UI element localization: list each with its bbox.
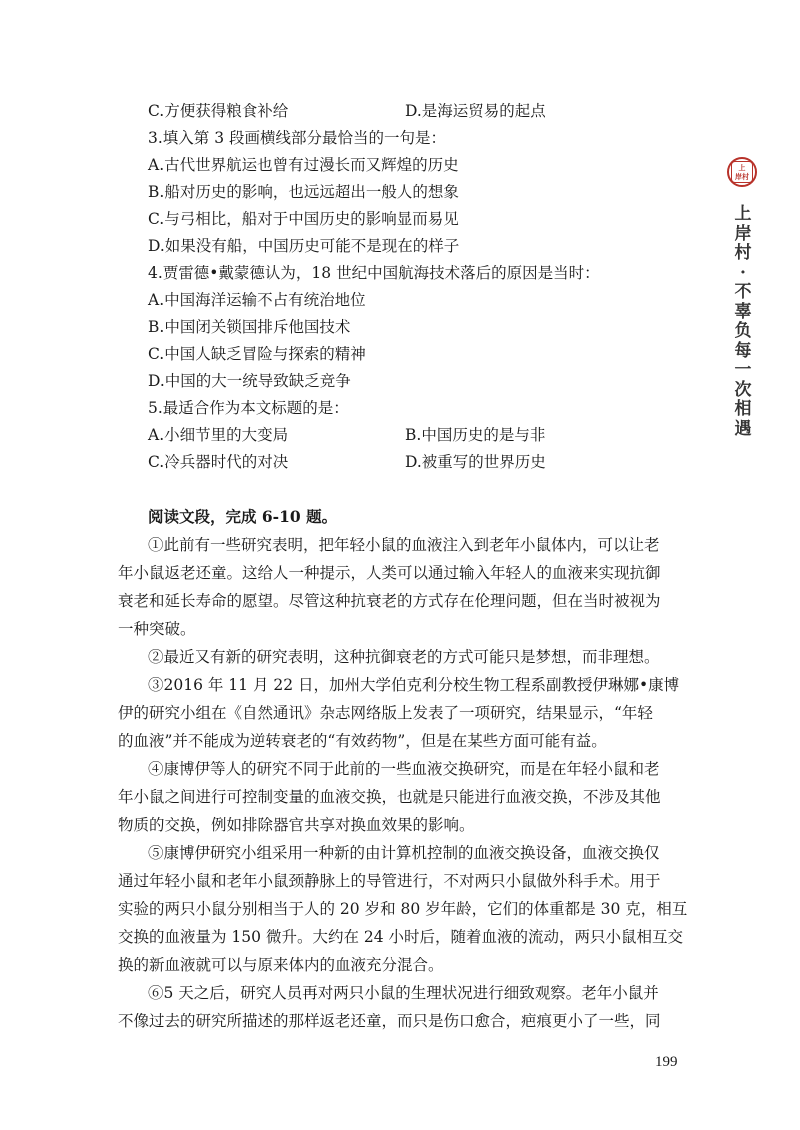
text-line: C.与弓相比，船对于中国历史的影响显而易见 bbox=[148, 210, 459, 228]
text-line: A.古代世界航运也曾有过漫长而又辉煌的历史 bbox=[148, 156, 459, 174]
brand-logo-text: 上 岸村 bbox=[731, 161, 753, 183]
text-line: D.如果没有船，中国历史可能不是现在的样子 bbox=[148, 237, 460, 255]
text-line: 换的新血液就可以与原来体内的血液充分混合。 bbox=[118, 956, 444, 974]
text-line: 实验的两只小鼠分别相当于人的 20 岁和 80 岁年龄，它们的体重都是 30 克，相互 bbox=[118, 900, 688, 918]
text-line: 的血液”并不能成为逆转衰老的“有效药物”，但是在某些方面可能有益。 bbox=[118, 732, 607, 750]
text-line: 4.贾雷德•戴蒙德认为，18 世纪中国航海技术落后的原因是当时： bbox=[148, 264, 600, 282]
text-line: 一种突破。 bbox=[118, 620, 196, 638]
side-slogan: 上岸村·不辜负每一次相遇 bbox=[734, 204, 752, 439]
text-line: ⑤康博伊研究小组采用一种新的由计算机控制的血液交换设备，血液交换仅 bbox=[148, 844, 660, 862]
text-line: 3.填入第 3 段画横线部分最恰当的一句是： bbox=[148, 129, 447, 147]
text-line: ④康博伊等人的研究不同于此前的一些血液交换研究，而是在年轻小鼠和老 bbox=[148, 760, 660, 778]
text-line: 不像过去的研究所描述的那样返老还童，而只是伤口愈合，疤痕更小了一些，同 bbox=[118, 1012, 661, 1030]
text-line: 年小鼠返老还童。这给人一种提示，人类可以通过输入年轻人的血液来实现抗御 bbox=[118, 564, 661, 582]
text-line: 5.最适合作为本文标题的是： bbox=[148, 399, 349, 417]
section-heading: 阅读文段，完成 6-10 题。 bbox=[148, 507, 338, 526]
text-line: 伊的研究小组在《自然通讯》杂志网络版上发表了一项研究，结果显示，“年轻 bbox=[118, 704, 653, 722]
text-line: D.中国的大一统导致缺乏竞争 bbox=[148, 372, 351, 390]
text-line: A.中国海洋运输不占有统治地位 bbox=[148, 291, 366, 309]
text-line: 物质的交换，例如排除器官共享对换血效果的影响。 bbox=[118, 816, 475, 834]
brand-logo-icon bbox=[727, 157, 757, 187]
text-line: C.冷兵器时代的对决 bbox=[148, 453, 289, 471]
option-right-column: B.中国历史的是与非 bbox=[405, 426, 546, 444]
text-line: ②最近又有新的研究表明，这种抗御衰老的方式可能只是梦想，而非理想。 bbox=[148, 648, 660, 666]
option-right-column: D.是海运贸易的起点 bbox=[405, 102, 546, 120]
text-line: 通过年轻小鼠和老年小鼠颈静脉上的导管进行，不对两只小鼠做外科手术。用于 bbox=[118, 872, 661, 890]
text-line: 交换的血液量为 150 微升。大约在 24 小时后，随着血液的流动，两只小鼠相互交 bbox=[118, 928, 684, 946]
page-number: 199 bbox=[655, 1054, 678, 1070]
text-line: 衰老和延长寿命的愿望。尽管这种抗衰老的方式存在伦理问题，但在当时被视为 bbox=[118, 592, 661, 610]
text-line: B.中国闭关锁国排斥他国技术 bbox=[148, 318, 351, 336]
text-line: A.小细节里的大变局 bbox=[148, 426, 289, 444]
text-line: B.船对历史的影响，也远远超出一般人的想象 bbox=[148, 183, 459, 201]
text-line: ①此前有一些研究表明，把年轻小鼠的血液注入到老年小鼠体内，可以让老 bbox=[148, 536, 660, 554]
text-line: 年小鼠之间进行可控制变量的血液交换，也就是只能进行血液交换，不涉及其他 bbox=[118, 788, 661, 806]
text-line: ⑥5 天之后，研究人员再对两只小鼠的生理状况进行细致观察。老年小鼠并 bbox=[148, 984, 659, 1002]
text-line: ③2016 年 11 月 22 日，加州大学伯克利分校生物工程系副教授伊琳娜•康博 bbox=[148, 676, 680, 694]
text-line: C.方便获得粮食补给 bbox=[148, 102, 289, 120]
text-line: C.中国人缺乏冒险与探索的精神 bbox=[148, 345, 366, 363]
option-right-column: D.被重写的世界历史 bbox=[405, 453, 546, 471]
